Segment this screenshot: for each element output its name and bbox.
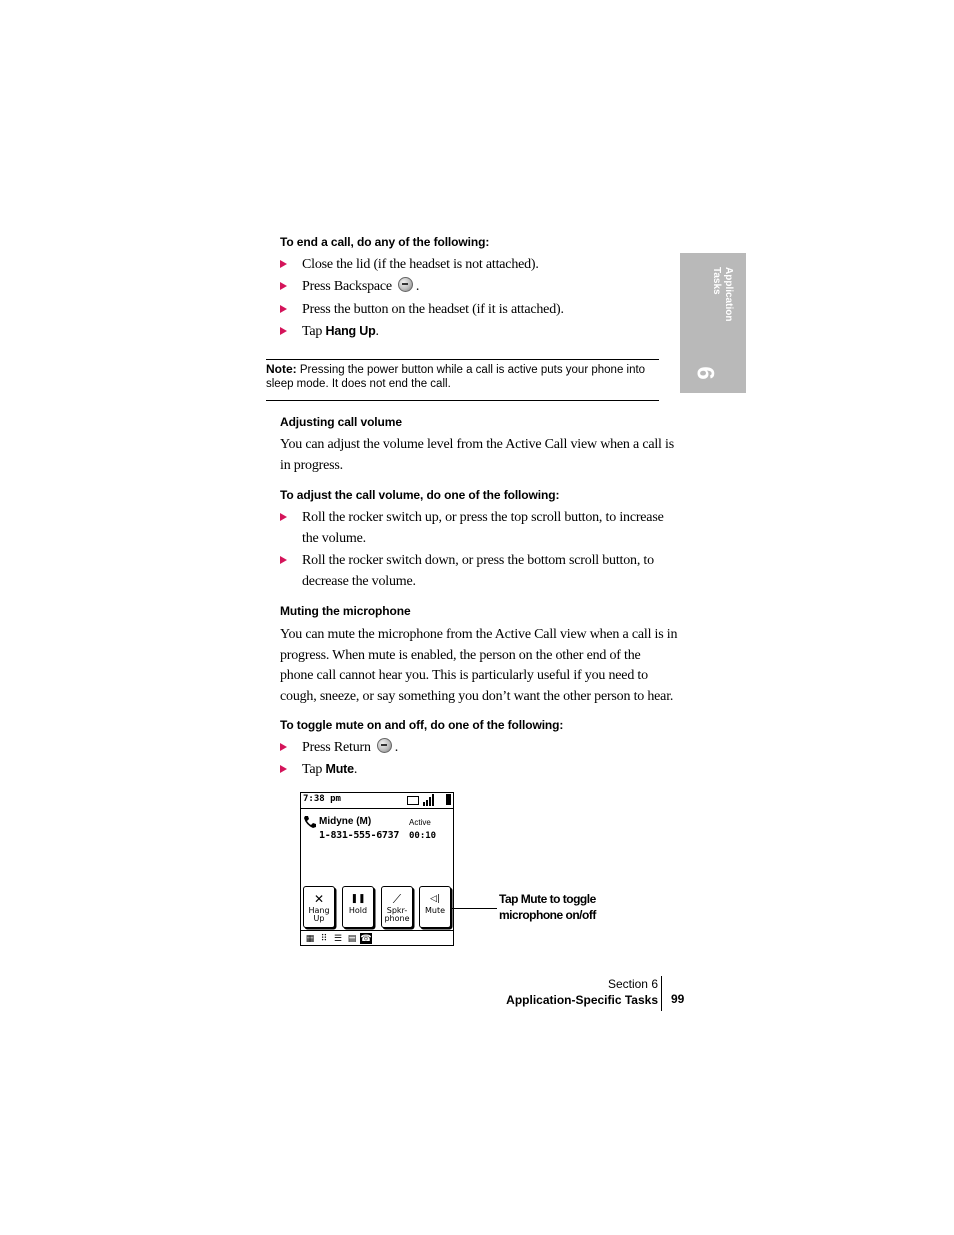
call-status: Active [409,818,431,827]
chapter-tab-label [694,267,734,347]
end-call-heading: To end a call, do any of the following: [280,235,490,249]
phone-nav-bar [301,930,453,946]
battery-icon [446,794,451,805]
volume-sub-heading: To adjust the call volume, do one of the following: [280,488,560,502]
footer-section: Section 6 Application-Specific Tasks [506,977,658,1007]
note-bottom-rule [266,400,659,401]
mute-paragraph: You can mute the microphone from the Active Call view when a call is in progress. When mute is enabled, the person on the other end of the phone call cannot hear you. This is particularly useful if you need to cough, sneeze, or say something you don’t want the other person to hear. [280,627,678,704]
note-text-line2: sleep mode. It does not end the call. [266,377,451,390]
phone-time: 7:38 pm [303,794,341,804]
message-icon [407,796,419,805]
volume-heading: Adjusting call volume [280,415,402,429]
close-icon: ✕ [313,892,325,906]
phone-handset-icon [303,815,317,829]
chapter-tab [680,253,746,393]
bullet-arrow-icon [280,765,287,773]
bullet-arrow-icon [280,556,287,564]
return-key-icon [377,738,392,753]
bullet-arrow-icon [280,743,287,751]
active-call-screen [300,792,454,946]
active-call-icon[interactable]: ☎ [360,933,372,943]
caller-number: 1-831-555-6737 [319,830,400,841]
bullet-arrow-icon [280,260,287,268]
page-number: 99 [671,992,685,1006]
microphone-icon: ◁| [430,894,440,904]
bullet-arrow-icon [280,305,287,313]
bullet-arrow-icon [280,513,287,521]
note-label: Note: [266,362,297,376]
chapter-number: 6 [691,366,719,380]
favorites-icon[interactable]: ☰ [333,933,343,943]
bullet-arrow-icon [280,327,287,335]
dialpad-icon[interactable]: ⠿ [320,933,328,943]
mute-callout: Tap Mute to toggle microphone on/off [499,892,596,922]
pause-icon: ❚❚ [350,894,366,904]
contacts-icon[interactable]: ▤ [347,933,357,943]
note-top-rule [266,359,659,360]
call-timer: 00:10 [409,831,437,841]
speakerphone-icon: ⟋ [392,892,402,906]
hang-up-button[interactable]: ✕ Hang Up [303,886,335,928]
hold-button[interactable]: ❚❚ Hold [342,886,374,928]
speakerphone-button[interactable]: ⟋ Spkr- phone [381,886,413,928]
signal-strength-icon [423,794,439,806]
mute-sub-heading: To toggle mute on and off, do one of the following: [280,718,564,732]
backspace-key-icon [398,277,413,292]
note-text-line1: Pressing the power button while a call is active puts your phone into [299,364,646,376]
callout-line [452,908,497,909]
note-box [266,363,666,391]
footer-divider [661,976,662,1011]
mute-button[interactable]: ◁| Mute [419,886,451,928]
chapter-tab-line1: Application [723,267,734,322]
caller-name: Midyne (M) [319,816,372,827]
chapter-tab-line2: Tasks [711,267,722,295]
mute-heading: Muting the microphone [280,604,411,618]
volume-paragraph: You can adjust the volume level from the Active Call view when a call is in progress. [280,437,674,473]
bullet-arrow-icon [280,282,287,290]
phone-status-bar [301,793,453,809]
list-grid-icon[interactable]: ▦ [305,933,315,943]
